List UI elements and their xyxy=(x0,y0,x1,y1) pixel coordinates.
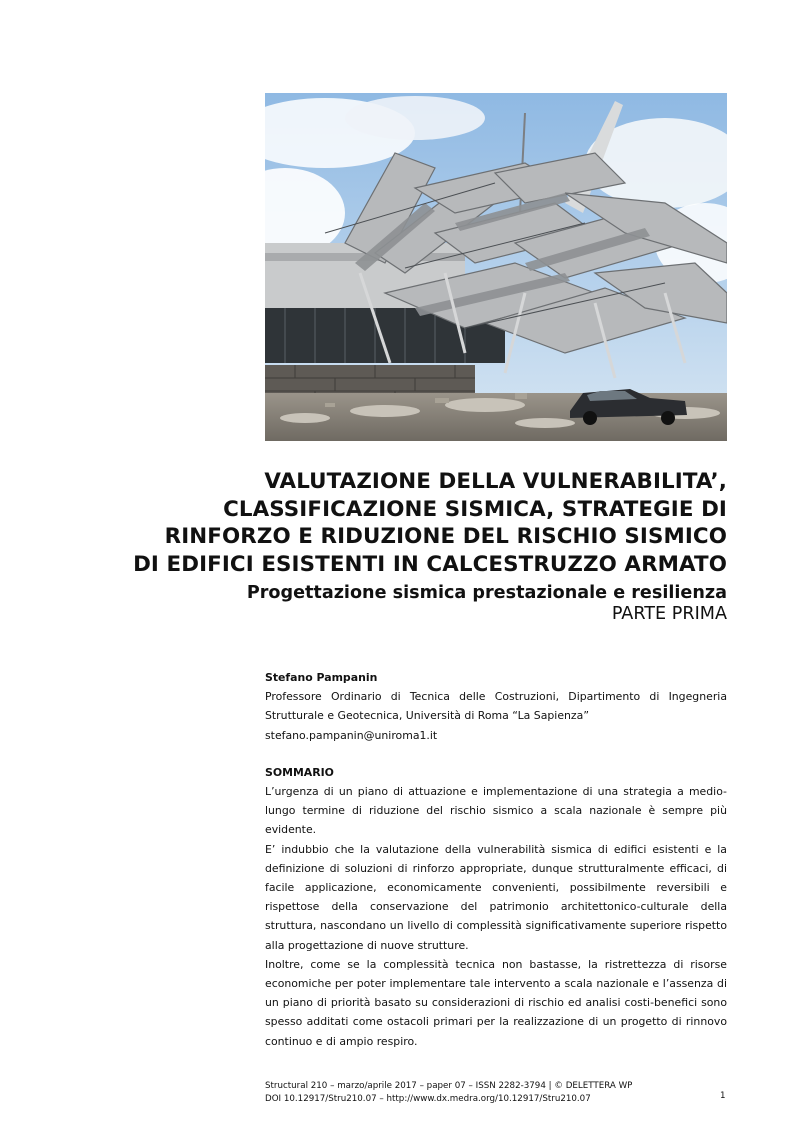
title-line: CLASSIFICAZIONE SISMICA, STRATEGIE DI xyxy=(223,496,727,522)
collapsed-building-image xyxy=(265,93,727,441)
summary-paragraph: E’ indubbio che la valutazione della vulnerabilità sismica di edifici esistenti e la definizione di soluzioni di rinforzo appropriate, dunque strutturalmente efficaci, di facile applicazione, economicamente convenienti, possibilmente reversibili e rispettose della conservazione del patrimonio architettonico-culturale della struttura, nascondano un livello di complessità significativamente superiore rispetto alla progettazione di nuove strutture. xyxy=(265,842,727,952)
title-line: DI EDIFICI ESISTENTI IN CALCESTRUZZO ARMATO xyxy=(133,551,727,577)
summary-heading: SOMMARIO xyxy=(265,765,334,779)
title-line: VALUTAZIONE DELLA VULNERABILITA’, xyxy=(264,469,727,494)
author-email[interactable]: stefano.pampanin@uniroma1.it xyxy=(265,728,438,742)
page-number: 1 xyxy=(720,1091,726,1101)
paper-title xyxy=(60,468,727,578)
paper-body xyxy=(265,668,727,1051)
summary-paragraph: Inoltre, come se la complessità tecnica non bastasse, la ristrettezza di risorse economiche per poter implementare tale intervento a scala nazionale e l’assenza di un piano di priorità basato su considerazioni di rischio ed analisi costi-benefici sono spesso additati come ostacoli primari per la realizzazione di un progetto di rinnovo continuo e di ampio respiro. xyxy=(265,957,727,1048)
part-label: PARTE PRIMA xyxy=(611,604,727,624)
footer-doi[interactable]: DOI 10.12917/Stru210.07 – http://www.dx.medra.org/10.12917/Stru210.07 xyxy=(265,1093,591,1104)
footer-citation: Structural 210 – marzo/aprile 2017 – paper 07 – ISSN 2282-3794 | © DELETTERA WP xyxy=(265,1081,633,1091)
paper-subtitle: Progettazione sismica prestazionale e resilienza xyxy=(246,583,727,603)
summary-paragraph: L’urgenza di un piano di attuazione e implementazione di una strategia a medio-lungo termine di riduzione del rischio sismico a scala nazionale è sempre più evidente. xyxy=(265,785,727,837)
title-block xyxy=(60,468,727,625)
title-line: RINFORZO E RIDUZIONE DEL RISCHIO SISMICO xyxy=(164,524,727,549)
author-name: Stefano Pampanin xyxy=(265,671,378,684)
author-affiliation: Professore Ordinario di Tecnica delle Costruzioni, Dipartimento di Ingegneria Strutturale e Geotecnica, Università di Roma “La Sapienza” xyxy=(265,690,727,723)
page-footer xyxy=(265,1080,727,1105)
cover-photo xyxy=(265,93,727,441)
